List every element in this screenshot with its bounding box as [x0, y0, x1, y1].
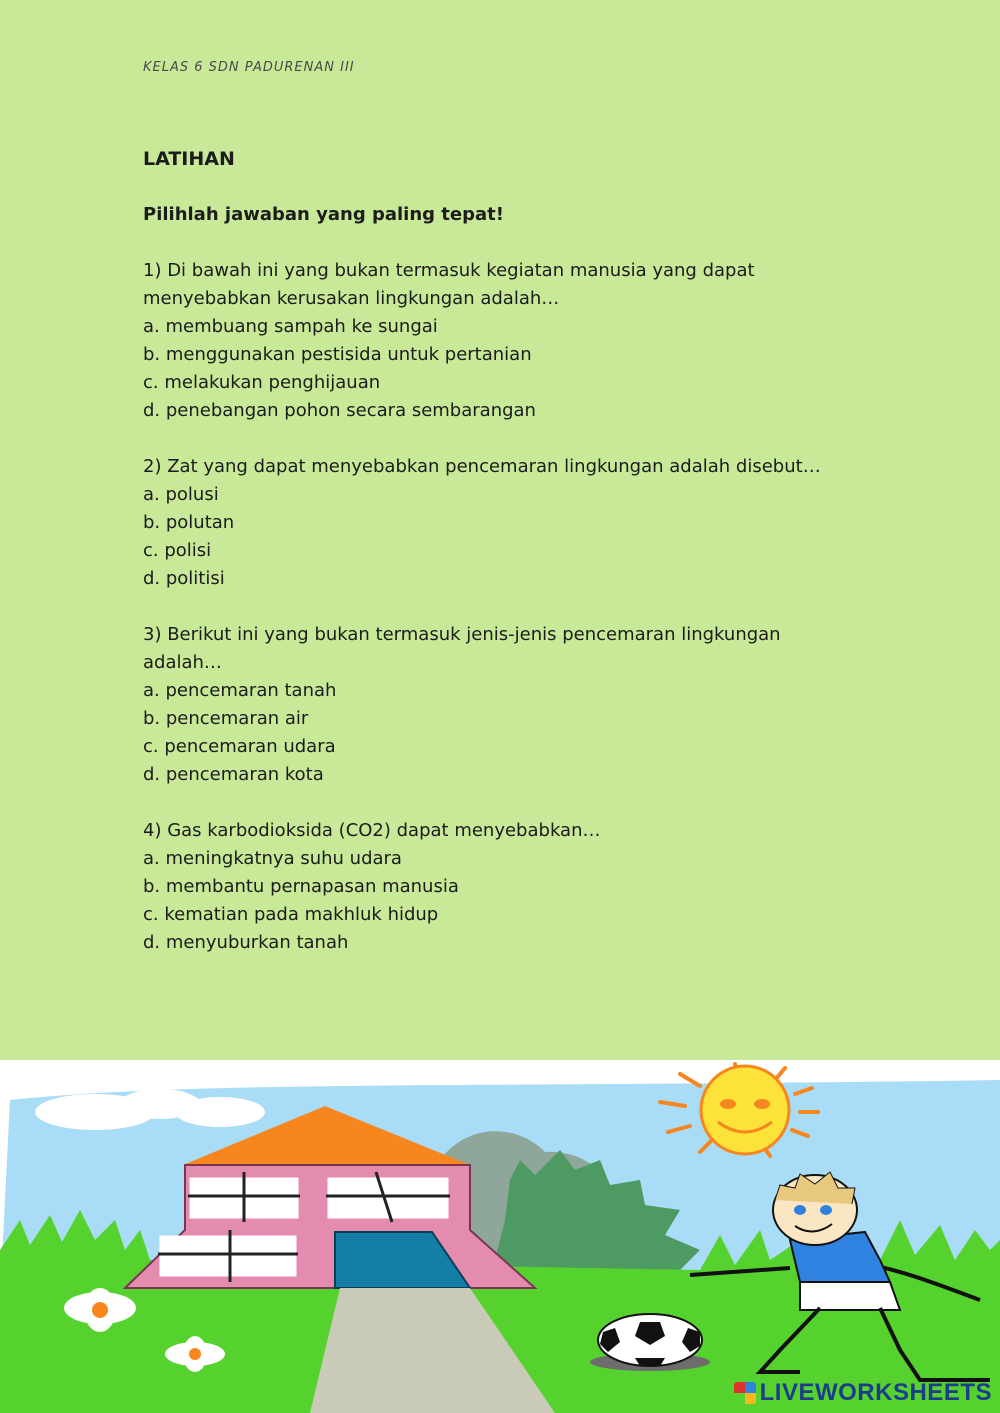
question-4: [143, 817, 843, 957]
watermark-text: LIVEWORKSHEETS: [759, 1379, 992, 1406]
question-text: 1) Di bawah ini yang bukan termasuk kegiatan manusia yang dapat menyebabkan kerusakan lingkungan adalah…: [143, 260, 755, 309]
answer-option-c[interactable]: c. pencemaran udara: [143, 736, 336, 757]
question-text: 3) Berikut ini yang bukan termasuk jenis-jenis pencemaran lingkungan adalah…: [143, 624, 781, 673]
liveworksheets-watermark: [734, 1379, 992, 1407]
answer-option-b[interactable]: b. menggunakan pestisida untuk pertanian: [143, 344, 532, 365]
question-3: [143, 621, 843, 789]
question-text: 4) Gas karbodioksida (CO2) dapat menyebabkan…: [143, 820, 601, 841]
question-2: [143, 453, 843, 593]
question-text: 2) Zat yang dapat menyebabkan pencemaran lingkungan adalah disebut…: [143, 456, 821, 477]
answer-option-b[interactable]: b. membantu pernapasan manusia: [143, 876, 459, 897]
answer-option-a[interactable]: a. polusi: [143, 484, 219, 505]
answer-option-c[interactable]: c. kematian pada makhluk hidup: [143, 904, 439, 925]
scene-svg: [0, 1060, 1000, 1413]
answer-option-d[interactable]: d. pencemaran kota: [143, 764, 324, 785]
answer-option-d[interactable]: d. menyuburkan tanah: [143, 932, 349, 953]
worksheet: [143, 145, 843, 957]
answer-option-b[interactable]: b. polutan: [143, 512, 235, 533]
answer-option-a[interactable]: a. membuang sampah ke sungai: [143, 316, 438, 337]
answer-option-a[interactable]: a. meningkatnya suhu udara: [143, 848, 402, 869]
house-scene-illustration: [0, 1060, 1000, 1413]
liveworksheets-logo-icon: [734, 1382, 756, 1404]
worksheet-title: LATIHAN: [143, 148, 235, 170]
answer-option-a[interactable]: a. pencemaran tanah: [143, 680, 337, 701]
school-note: KELAS 6 SDN PADURENAN III: [143, 60, 355, 75]
answer-option-c[interactable]: c. polisi: [143, 540, 212, 561]
answer-option-d[interactable]: d. politisi: [143, 568, 225, 589]
worksheet-instruction: Pilihlah jawaban yang paling tepat!: [143, 204, 504, 225]
question-1: [143, 257, 843, 425]
answer-option-b[interactable]: b. pencemaran air: [143, 708, 309, 729]
answer-option-d[interactable]: d. penebangan pohon secara sembarangan: [143, 400, 536, 421]
answer-option-c[interactable]: c. melakukan penghijauan: [143, 372, 381, 393]
